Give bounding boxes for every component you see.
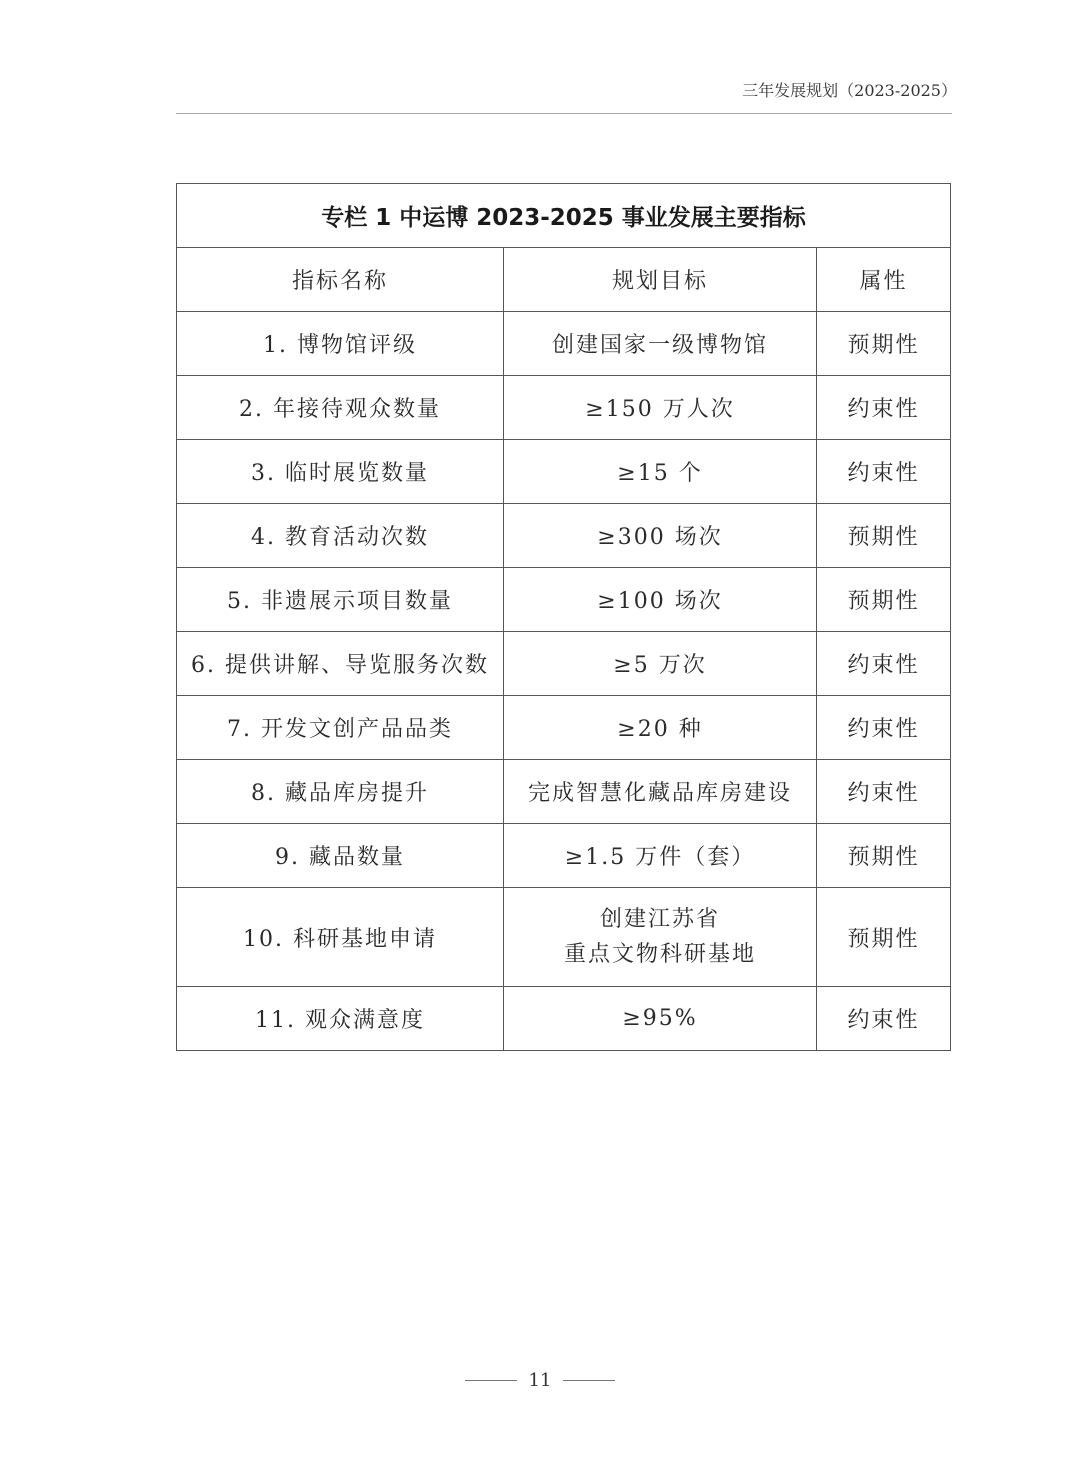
running-header-title: 三年发展规划（2023-2025） xyxy=(742,81,957,100)
attribute-cell: 预期性 xyxy=(817,888,951,987)
attribute-cell: 预期性 xyxy=(817,504,951,568)
attribute-cell: 约束性 xyxy=(817,632,951,696)
page-number: 11 xyxy=(528,1369,552,1391)
attribute-cell: 约束性 xyxy=(817,987,951,1051)
goal-cell xyxy=(504,888,817,987)
indicator-name-cell: 4. 教育活动次数 xyxy=(177,504,504,568)
table-row xyxy=(177,376,951,440)
goal-cell: ≥300 场次 xyxy=(504,504,817,568)
attribute-cell: 约束性 xyxy=(817,376,951,440)
table-row xyxy=(177,312,951,376)
table-row xyxy=(177,504,951,568)
table-row xyxy=(177,824,951,888)
page-footer xyxy=(0,1368,1080,1392)
table-row xyxy=(177,696,951,760)
attribute-cell: 预期性 xyxy=(817,824,951,888)
table-row xyxy=(177,987,951,1051)
attribute-cell: 约束性 xyxy=(817,440,951,504)
indicator-name-cell: 9. 藏品数量 xyxy=(177,824,504,888)
goal-line-1: 创建江苏省 xyxy=(599,907,720,932)
column-header-goal: 规划目标 xyxy=(504,248,817,312)
indicator-name-cell: 6. 提供讲解、导览服务次数 xyxy=(177,632,504,696)
table-row xyxy=(177,568,951,632)
table-row xyxy=(177,632,951,696)
attribute-cell: 约束性 xyxy=(817,696,951,760)
footer-dash-left xyxy=(465,1380,517,1381)
indicator-name-cell: 1. 博物馆评级 xyxy=(177,312,504,376)
indicator-table xyxy=(176,183,951,1051)
indicator-name-cell: 5. 非遗展示项目数量 xyxy=(177,568,504,632)
column-header-attribute: 属性 xyxy=(817,248,951,312)
table-row xyxy=(177,888,951,987)
indicator-name-cell: 10. 科研基地申请 xyxy=(177,888,504,987)
indicator-name-cell: 11. 观众满意度 xyxy=(177,987,504,1051)
goal-cell: ≥100 场次 xyxy=(504,568,817,632)
table-row xyxy=(177,440,951,504)
table-caption: 专栏 1 中运博 2023-2025 事业发展主要指标 xyxy=(177,184,951,248)
attribute-cell: 预期性 xyxy=(817,568,951,632)
indicator-name-cell: 8. 藏品库房提升 xyxy=(177,760,504,824)
goal-cell: ≥20 种 xyxy=(504,696,817,760)
goal-cell: ≥5 万次 xyxy=(504,632,817,696)
column-header-name: 指标名称 xyxy=(177,248,504,312)
attribute-cell: 预期性 xyxy=(817,312,951,376)
goal-cell: ≥150 万人次 xyxy=(504,376,817,440)
goal-cell: ≥15 个 xyxy=(504,440,817,504)
indicator-name-cell: 3. 临时展览数量 xyxy=(177,440,504,504)
goal-cell: ≥1.5 万件（套） xyxy=(504,824,817,888)
table-header-row xyxy=(177,248,951,312)
attribute-cell: 约束性 xyxy=(817,760,951,824)
indicator-name-cell: 7. 开发文创产品品类 xyxy=(177,696,504,760)
indicator-name-cell: 2. 年接待观众数量 xyxy=(177,376,504,440)
goal-cell: ≥95% xyxy=(504,987,817,1051)
goal-line-2: 重点文物科研基地 xyxy=(563,942,756,967)
header-rule xyxy=(176,113,952,114)
table-row xyxy=(177,760,951,824)
goal-cell: 完成智慧化藏品库房建设 xyxy=(504,760,817,824)
caption-row xyxy=(177,184,951,248)
footer-dash-right xyxy=(563,1380,615,1381)
goal-cell: 创建国家一级博物馆 xyxy=(504,312,817,376)
